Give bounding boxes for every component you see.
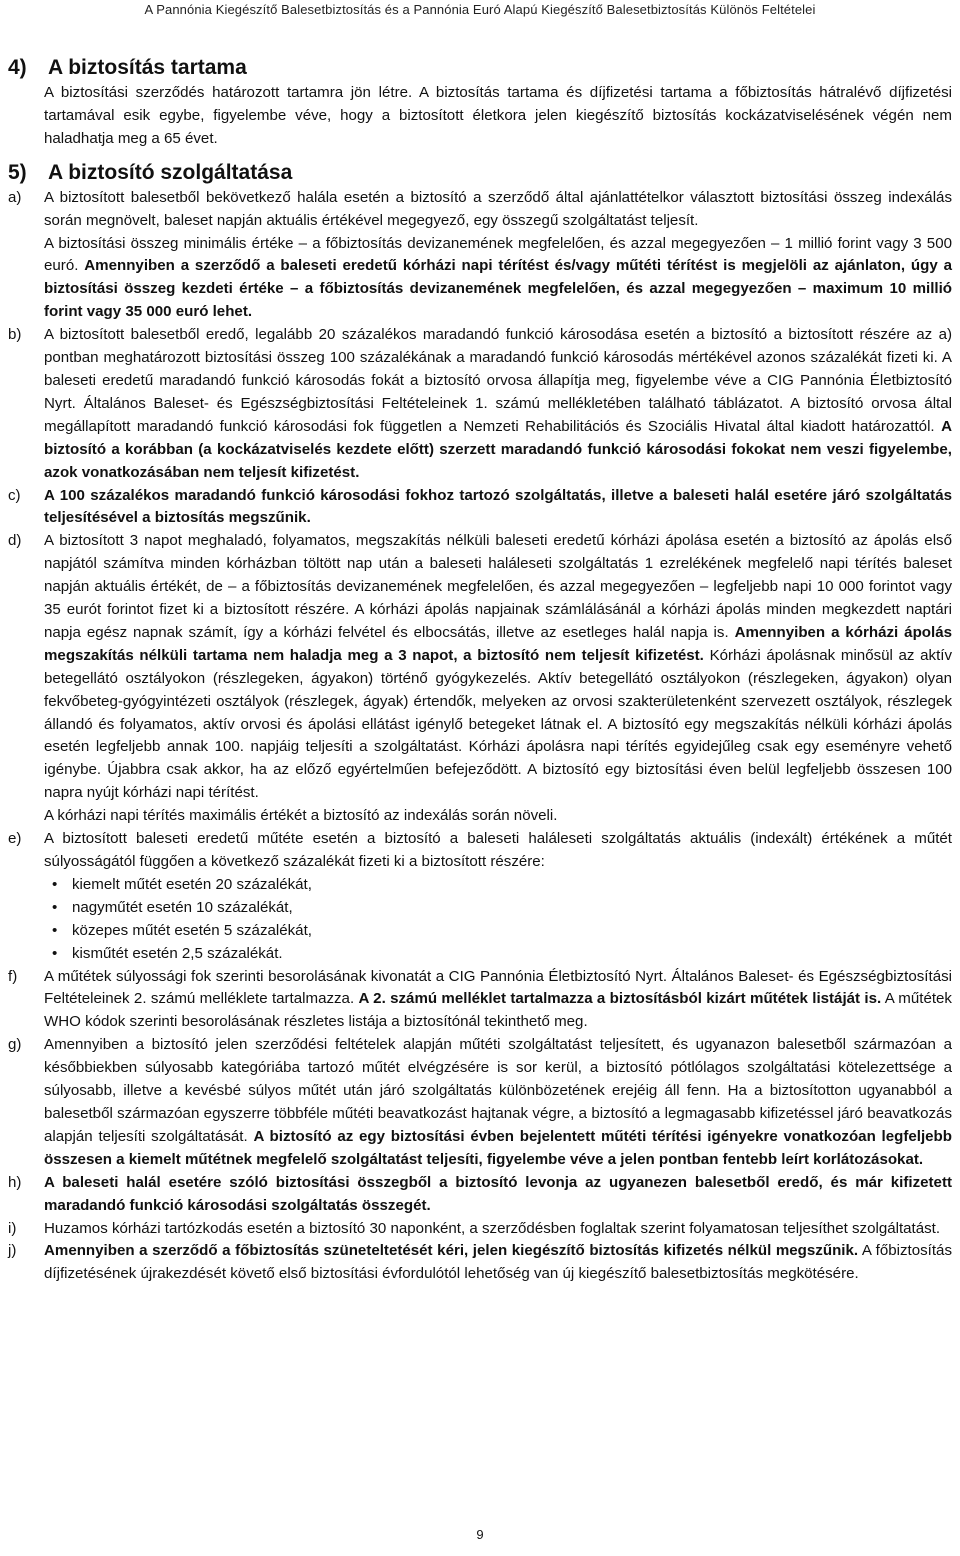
list-item-j: [8, 1240, 952, 1286]
section-number: 4): [8, 56, 27, 79]
item-paragraph: [44, 233, 952, 325]
page-number: 9: [476, 1527, 484, 1542]
document-header: A Pannónia Kiegészítő Balesetbiztosítás és a Pannónia Euró Alapú Kiegészítő Balesetbiztosítás Különös Feltételei: [144, 2, 816, 17]
item-label: d): [8, 532, 22, 550]
item-paragraph: Huzamos kórházi tartózkodás esetén a biztosító 30 naponként, a szerződésben foglaltak szerint folyamatosan teljesíthet szolgáltatást.: [44, 1219, 941, 1237]
section-5-heading: [8, 159, 952, 187]
item-bold-text: A baleseti halál esetére szóló biztosítási összegből a biztosító levonja az ugyanezen balesetből eredő, és már kifizetett maradandó funkció károsodási szolgáltatás összegét.: [44, 1173, 952, 1214]
document-body: [8, 54, 952, 1286]
item-label: h): [8, 1173, 22, 1191]
item-bold-text: A 2. számú melléklet tartalmazza a biztosításból kizárt műtétek listáját is.: [358, 990, 882, 1008]
item-label: f): [8, 967, 18, 985]
item-label: i): [8, 1219, 17, 1237]
list-item: • kisműtét esetén 2,5 százalékát.: [50, 943, 952, 966]
item-bold-text: A biztosító az egy biztosítási évben bejelentett műtéti térítési igényekre vonatkozóan legfeljebb összesen a kiemelt műtétnek megfelelő szolgáltatást teljesíti, figyelembe véve a jelen pontban fentebb leírt korlátozásokat.: [44, 1127, 953, 1168]
list-item-f: [8, 966, 952, 1035]
item-bold-text: Amennyiben a kórházi ápolás megszakítás nélküli tartama nem haladja meg a 3 napot, a biztosító nem teljesít kifizetést.: [44, 623, 952, 664]
item-label: a): [8, 188, 22, 206]
item-label: g): [8, 1036, 22, 1054]
section-title: A biztosító szolgáltatása: [48, 160, 293, 184]
list-item-c: [8, 485, 952, 531]
item-paragraph: A biztosított baleseti eredetű műtéte esetén a biztosító a baleseti haláleseti szolgáltatás aktuális (indexált) értékének a műtét súlyosságától függően a következő százalékát fizeti ki a biztosított részére:: [44, 830, 952, 870]
section-title: A biztosítás tartama: [48, 56, 247, 79]
item-text: A főbiztosítás díjfizetésének újrakezdését követő első biztosítási évfordulótól lehetőség van új kiegészítő balesetbiztosítás megkötésére.: [44, 1242, 952, 1283]
item-bold-text: A 100 százalékos maradandó funkció károsodási fokhoz tartozó szolgáltatás, illetve a baleseti halál esetére járó szolgáltatás teljesítésével a biztosítás megszűnik.: [44, 486, 952, 527]
list-item-b: [8, 324, 952, 484]
item-bold-text: Amennyiben a szerződő a főbiztosítás szüneteltetését kéri, jelen kiegészítő biztosítás kifizetés nélkül megszűnik.: [44, 1242, 859, 1260]
item-text: A műtétek súlyossági fok szerinti besorolásának kivonatát a CIG Pannónia Életbiztosító Nyrt. Általános Baleset- és Egészségbiztosítási Feltételeinek 2. számú melléklete tartalmazza.: [44, 967, 952, 1008]
item-paragraph: [44, 966, 952, 1035]
item-text: Amennyiben a biztosító jelen szerződési feltételek alapján műtéti szolgáltatást teljesített, és ugyanazon balesetből származóan a későbbiekben súlyosabb kategóriába tartozó műtét elvégzésére is sor kerül, a biztosító pótlólagos szolgáltatási kötelezettsége a súlyosabb, illetve a kevésbé súlyos műtét után járó szolgáltatás különbözetének erejéig áll fenn. Ha a biztosítotton ugyanabból a balesetből származóan egyszerre többféle műtéti beavatkozást hajtanak végre, a biztosító a legmagasabb kifizetéssel járó beavatkozás alapján teljesíti szolgáltatását.: [44, 1036, 952, 1145]
item-label: e): [8, 830, 22, 848]
surgery-category-list: [44, 874, 952, 966]
item-label: c): [8, 486, 21, 504]
item-bold-text: A biztosító a korábban (a kockázatviselés kezdete előtt) szerzett maradandó funkció károsodási fokokat nem veszi figyelembe, azok vonatkozásában nem teljesít kifizetést.: [44, 417, 952, 481]
item-label: j): [8, 1242, 17, 1260]
list-item-a: [8, 187, 952, 324]
list-item-e: [8, 828, 952, 965]
list-item: • nagyműtét esetén 10 százalékát,: [50, 897, 952, 920]
item-paragraph: A kórházi napi térítés maximális értékét a biztosító az indexálás során növeli.: [44, 807, 558, 825]
section-number: 5): [8, 160, 27, 184]
list-item: • közepes műtét esetén 5 százalékát,: [50, 920, 952, 943]
item-paragraph: [44, 1034, 952, 1171]
item-text: A biztosított 3 napot meghaladó, folyamatos, megszakítás nélküli baleseti eredetű kórházi ápolása esetén a biztosító az ápolás első napjától számítva minden kórházban töltött nap után a baleseti haláleseti szolgáltatás 1 ezrelékének megfelelő napi térítés baleset napján aktuális értékét, de – a főbiztosítás devizanemének megfelelően, és azzal megegyezően – legfeljebb napi 10 000 forintot vagy 35 eurót forintot fizet ki a biztosított részére. A kórházi ápolás napjainak számlálásánál a kórházi ápolás minden megkezdett naptári napja egész napnak számít, így a kórházi felvétel és elbocsátás, illetve az esetleges halál napja is.: [44, 532, 952, 641]
section-4-text: A biztosítási szerződés határozott tartamra jön létre. A biztosítás tartama és díjfizetési tartama a főbiztosítás hátralévő díjfizetési tartamával esik egybe, figyelembe véve, hogy a biztosított életkora jelen kiegészítő biztosítás kockázatviselésének végén nem haladhatja meg a 65 évet.: [44, 84, 952, 147]
item-text: Kórházi ápolásnak minősül az aktív betegellátó osztályokon (részlegeken, ágyakon) történő gyógykezelés. Aktív betegellátó osztályokon (részlegeken, ágyakon) olyan fekvőbeteg-gyógyintézeti osztályok (részlegek, ágyak) értendők, melyeken az orvosi szakterületenként szervezett osztályok, részlegek állandó és folyamatos, aktív orvosi és ápolási ellátást igénylő betegeket látnak el. A biztosító egy megszakítás nélküli kórházi ápolás esetén legfeljebb annak 100. napjáig teljesíti a szolgáltatást. Kórházi ápolásra napi térítés egyidejűleg csak egy eseményre vehető igénybe. Újabbra csak akkor, ha az előző egyértelműen befejeződött. A biztosító egy biztosítási éven belül legfeljebb összesen 100 napra nyújt kórházi napi térítést.: [44, 646, 953, 802]
item-text: A műtétek WHO kódok szerinti besorolásának részletes listája a biztosítónál tekinthető meg.: [44, 990, 952, 1031]
item-paragraph: A biztosított balesetből bekövetkező halála esetén a biztosító a szerződő által ajánlattételkor választott biztosítási összeg indexálás során megnövelt, baleset napján aktuális értékével megegyező, egy összegű szolgáltatást teljesít.: [44, 188, 952, 229]
list-item: • kiemelt műtét esetén 20 százalékát,: [50, 874, 952, 897]
item-paragraph: [44, 324, 952, 484]
list-item-d: [8, 530, 952, 828]
list-item-h: [8, 1172, 952, 1218]
item-text: A biztosított balesetből eredő, legalább 20 százalékos maradandó funkció károsodása esetén a biztosító a biztosított részére az a) pontban meghatározott biztosítási összeg 100 százalékának a maradandó funkció károsodás mértékével azonos százalékát fizeti ki. A baleseti eredetű maradandó funkció károsodás fokát a biztosító orvosa állapítja meg, figyelembe véve a CIG Pannónia Életbiztosító Nyrt. Általános Baleset- és Egészségbiztosítási Feltételeinek 1. számú mellékletében található táblázatot. A biztosító orvosa által megállapított maradandó funkció károsodási fok független a Nemzeti Rehabilitációs és Szociális Hivatal által kiadott határozattól.: [44, 326, 952, 435]
item-text: A biztosítási összeg minimális értéke – a főbiztosítás devizanemének megfelelően, és azzal megegyezően – 1 millió forint vagy 3 500 euró.: [44, 234, 952, 275]
list-item-i: [8, 1218, 952, 1241]
list-item-g: [8, 1034, 952, 1171]
item-label: b): [8, 326, 22, 344]
section-4-heading: [8, 54, 952, 82]
item-paragraph: [44, 1240, 952, 1286]
item-paragraph: [44, 530, 952, 805]
item-bold-text: Amennyiben a szerződő a baleseti eredetű kórházi napi térítést és/vagy műtéti térítést is megjelöli az ajánlaton, úgy a biztosítási összeg kezdeti értéke – a főbiztosítás devizanemének megfelelően, és azzal megegyezően – maximum 10 millió forint vagy 35 000 euró lehet.: [44, 257, 952, 321]
